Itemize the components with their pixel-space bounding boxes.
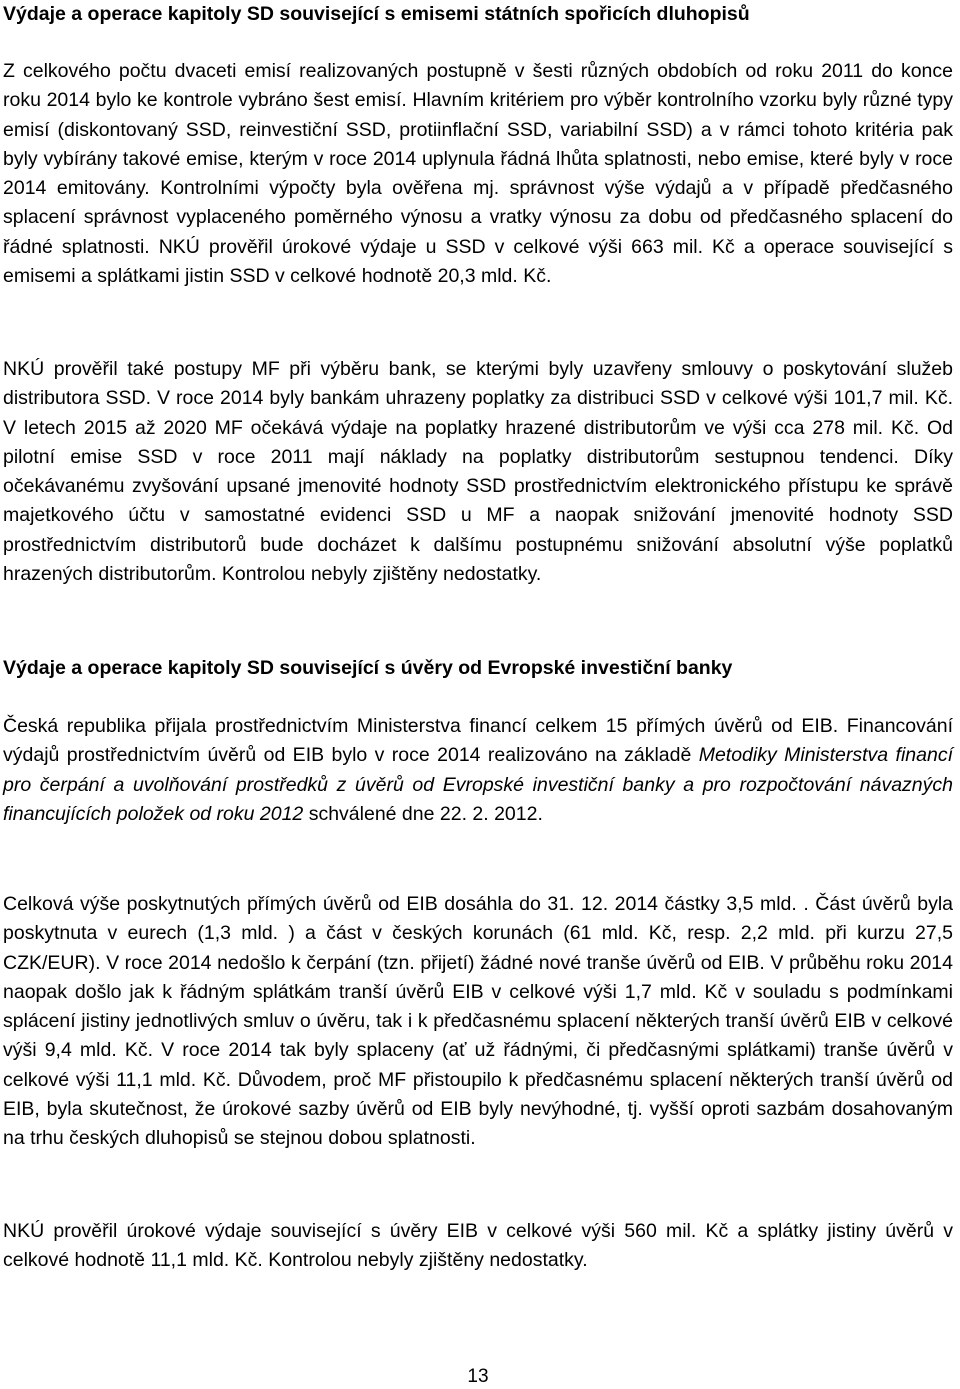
paragraph-eib-loans-text-2: schválené dne 22. 2. 2012. xyxy=(303,802,543,825)
section-heading-ssd: Výdaje a operace kapitoly SD související s emisemi státních spořicích dluhopisů xyxy=(3,3,750,25)
paragraph-ssd-distributors: NKÚ prověřil také postupy MF při výběru bank, se kterými byly uzavřeny smlouvy o poskytování služeb distributora SSD. V roce 2014 byly bankám uhrazeny poplatky za distribuci SSD v celkové výši 101,7 mil. Kč. V letech 2015 až 2020 MF očekává výdaje na poplatky hrazené distributorům ve výši cca 278 mil. Kč. Od pilotní emise SSD v roce 2011 mají náklady na poplatky distributorům sestupnou tendenci. Díky očekávanému zvyšování upsané jmenovité hodnoty SSD prostřednictvím elektronického přístupu ke správě majetkového účtu v samostatné evidenci SSD u MF a naopak snižování jmenovité hodnoty SSD prostřednictvím distributorů bude docházet k dalšímu postupnému snižování absolutní výše poplatků hrazených distributorům. Kontrolou nebyly zjištěny nedostatky. xyxy=(3,358,953,586)
paragraph-eib-loans-text-1: Česká republika přijala prostřednictvím Ministerstva financí celkem 15 přímých úvěrů od EIB. Financování výdajů prostřednictvím úvěrů od EIB bylo v roce 2014 realizováno na základě xyxy=(3,715,953,767)
paragraph-eib-conclusion: NKÚ prověřil úrokové výdaje související s úvěry EIB v celkové výši 560 mil. Kč a splátky jistiny úvěrů v celkové hodnotě 11,1 mld. Kč. Kontrolou nebyly zjištěny nedostatky. xyxy=(3,1220,953,1272)
section-heading-eib: Výdaje a operace kapitoly SD související s úvěry od Evropské investiční banky xyxy=(3,657,733,679)
paragraph-eib-repayments: Celková výše poskytnutých přímých úvěrů od EIB dosáhla do 31. 12. 2014 částky 3,5 mld. . Část úvěrů byla poskytnuta v eurech (1,3 mld. ) a část v českých korunách (61 mld. Kč, resp. 2,2 mld. při kurzu 27,5 CZK/EUR). V roce 2014 nedošlo k čerpání (tzn. přijetí) žádné nové tranše úvěrů od EIB. V průběhu roku 2014 naopak došlo jak k řádným splátkám tranší úvěrů EIB v celkové výši 1,7 mld. Kč v souladu s podmínkami splácení jistiny jednotlivých smluv o úvěru, tak i k předčasnému splacení některých tranší úvěrů EIB v celkové výši 9,4 mld. Kč. V roce 2014 tak byly splaceny (ať už řádnými, či předčasnými splátkami) tranše úvěrů v celkové výši 11,1 mld. Kč. Důvodem, proč MF přistoupilo k předčasnému splacení některých tranší úvěrů od EIB, byla skutečnost, že úrokové sazby úvěrů od EIB byly nevýhodné, tj. vyšší oproti sazbám dosahovaným na trhu českých dluhopisů se stejnou dobou splatnosti. xyxy=(3,893,953,1150)
methodology-title: Metodiky Ministerstva financí pro čerpání a uvolňování prostředků z úvěrů od Evropské investiční banky a pro rozpočtování návazných financujících položek od roku 2012 xyxy=(3,744,953,825)
paragraph-ssd-emissions: Z celkového počtu dvaceti emisí realizovaných postupně v šesti různých obdobích od roku 2011 do konce roku 2014 bylo ke kontrole vybráno šest emisí. Hlavním kritériem pro výběr kontrolního vzorku byly různé typy emisí (diskontovaný SSD, reinvestiční SSD, protiinflační SSD, variabilní SSD) a v rámci tohoto kritéria pak byly vybírány takové emise, kterým v roce 2014 uplynula řádná lhůta splatnosti, nebo emise, které byly v roce 2014 emitovány. Kontrolními výpočty byla ověřena mj. správnost výše výdajů a v případě předčasného splacení správnost vyplaceného poměrného výnosu a vratky výnosu za dobu od předčasného splacení do řádné splatnosti. NKÚ prověřil úrokové výdaje u SSD v celkové výši 663 mil. Kč a operace související s emisemi a splátkami jistin SSD v celkové hodnotě 20,3 mld. Kč. xyxy=(3,60,953,288)
page-number: 13 xyxy=(467,1366,489,1387)
paragraph-eib-loans xyxy=(3,712,953,829)
